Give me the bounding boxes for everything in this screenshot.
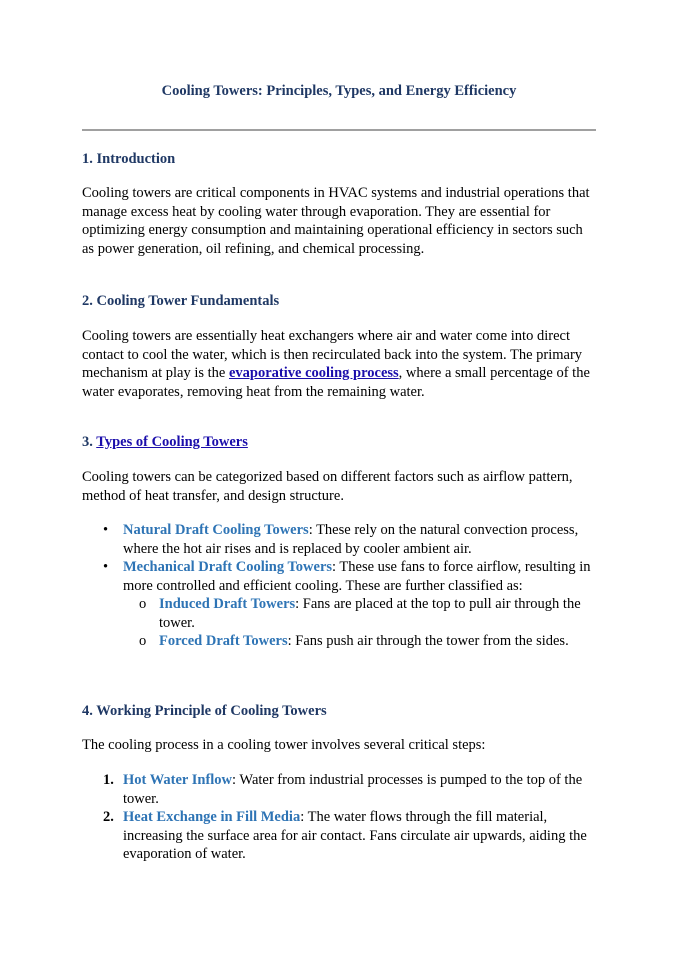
types-of-cooling-towers-link[interactable]: Types of Cooling Towers	[96, 434, 248, 450]
sub-list-item-term: Forced Draft Towers	[159, 633, 288, 649]
sub-list-item-text: : Fans are placed at the top to pull air through the tower.	[159, 596, 581, 631]
horizontal-rule	[82, 129, 596, 131]
sub-bullet-list	[123, 595, 596, 651]
step-number: 1.	[103, 772, 114, 788]
heading-fundamentals: 2. Cooling Tower Fundamentals	[82, 293, 280, 309]
list-item	[82, 521, 596, 558]
sub-list-item-term: Induced Draft Towers	[159, 596, 296, 612]
sub-list-item	[123, 595, 596, 632]
heading-types	[82, 433, 248, 451]
list-item	[82, 558, 596, 651]
list-item	[82, 771, 596, 808]
paragraph-fundamentals	[82, 327, 596, 401]
list-item-text: : Water from industrial processes is pumped to the top of the tower.	[123, 772, 583, 807]
heading-working-principle: 4. Working Principle of Cooling Towers	[82, 703, 327, 719]
paragraph-working-principle: The cooling process in a cooling tower involves several critical steps:	[82, 737, 486, 753]
step-number: 2.	[103, 809, 114, 825]
sub-list-item	[123, 632, 596, 651]
paragraph-types: Cooling towers can be categorized based on different factors such as airflow pattern, method of heat transfer, and design structure.	[82, 469, 573, 504]
page-title: Cooling Towers: Principles, Types, and Energy Efficiency	[161, 83, 517, 99]
list-item-text: : The water flows through the fill material, increasing the surface area for air contact. Fans circulate air upwards, aiding the evaporation of water.	[123, 809, 587, 862]
heading-types-number: 3.	[82, 434, 97, 450]
list-item-term: Hot Water Inflow	[123, 772, 233, 788]
list-item-term: Natural Draft Cooling Towers	[123, 522, 309, 538]
list-item-text: : These use fans to force airflow, resulting in more controlled and efficient cooling. These are further classified as:	[123, 559, 591, 594]
heading-introduction: 1. Introduction	[82, 151, 176, 167]
sub-bullet-marker: o	[139, 633, 147, 649]
types-bullet-list	[82, 521, 596, 651]
bullet-marker: •	[103, 559, 109, 575]
paragraph-fundamentals-text-1: Cooling towers are essentially heat exchangers where air and water come into direct contact to cool the water, which is then recirculated back into the system. The primary mechanism at play is the	[82, 328, 583, 381]
sub-list-item-text: : Fans push air through the tower from the sides.	[287, 633, 569, 649]
list-item-term: Heat Exchange in Fill Media	[123, 809, 301, 825]
evaporative-cooling-link[interactable]: evaporative cooling process	[228, 365, 399, 381]
sub-bullet-marker: o	[139, 596, 147, 612]
list-item-term: Mechanical Draft Cooling Towers	[123, 559, 333, 575]
list-item-text: : These rely on the natural convection process, where the hot air rises and is replaced by cooler ambient air.	[123, 522, 579, 557]
paragraph-introduction: Cooling towers are critical components in HVAC systems and industrial operations that manage excess heat by cooling water through evaporation. They are essential for optimizing energy consumption and maintaining operational efficiency in sectors such as power generation, oil refining, and chemical processing.	[82, 185, 590, 257]
list-item	[82, 808, 596, 864]
bullet-marker: •	[103, 522, 109, 538]
steps-numbered-list	[82, 771, 596, 864]
paragraph-fundamentals-text-2: , where a small percentage of the water evaporates, removing heat from the remaining water.	[82, 365, 590, 400]
